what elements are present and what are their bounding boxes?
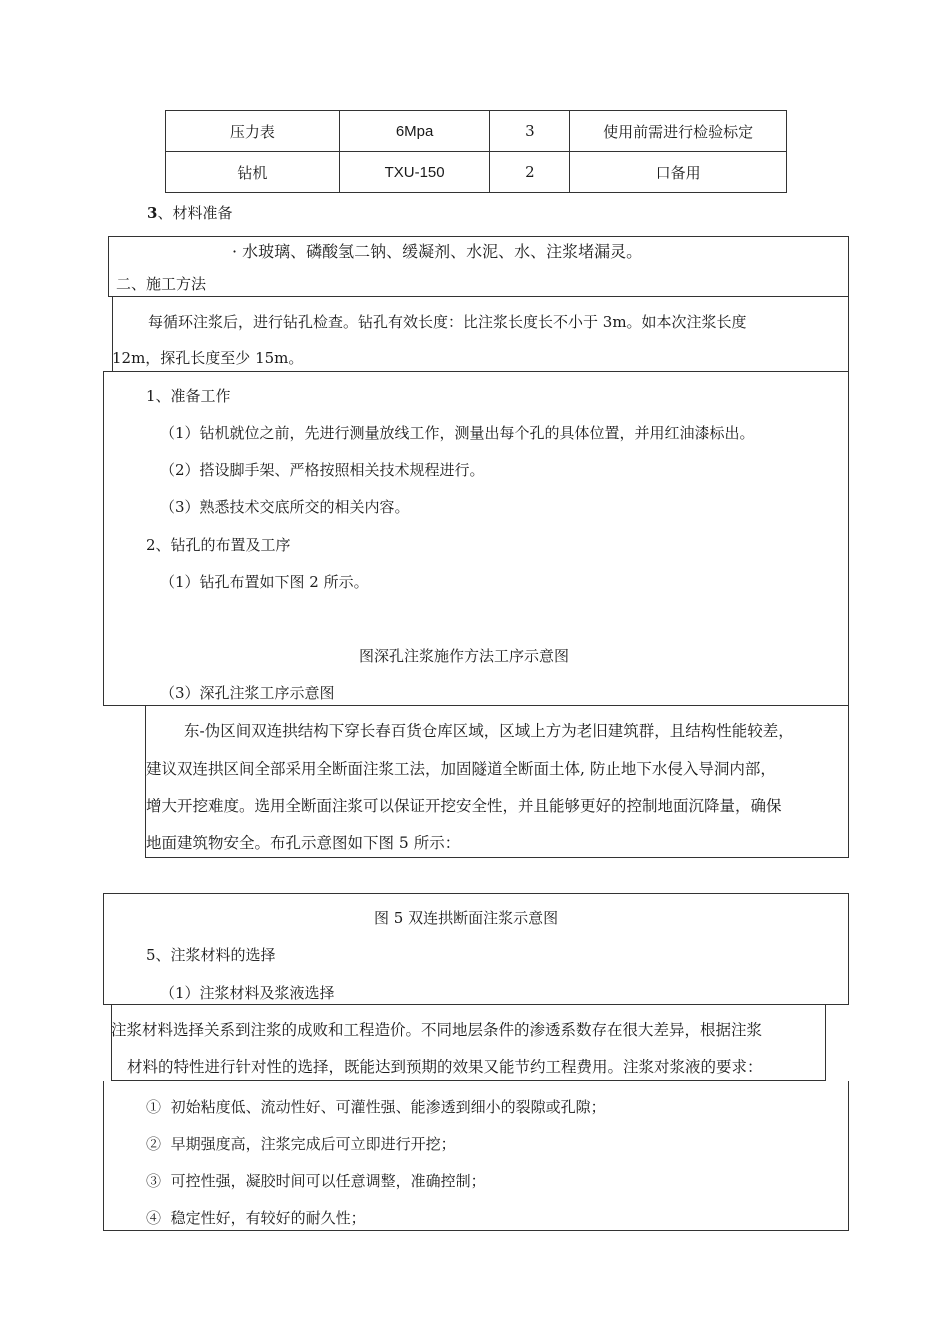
section-5-heading: 5、注浆材料的选择	[146, 946, 276, 964]
prep-item-3: （3）熟悉技术交底所交的相关内容。	[160, 498, 410, 516]
section-3-heading	[147, 203, 232, 223]
requirement-text: 可控性强，凝胶时间可以任意调整，准确控制；	[170, 1172, 486, 1190]
requirement-number: ①	[146, 1098, 162, 1116]
region-line-3: 增大开挖难度。选用全断面注浆可以保证开挖安全性，并且能够更好的控制地面沉降量，确保	[146, 797, 782, 815]
requirement-text: 初始粘度低、流动性好、可灌性强、能渗透到细小的裂隙或孔隙；	[170, 1098, 606, 1116]
drill-check-line-1: 每循环注浆后，进行钻孔检查。钻孔有效长度：比注浆长度长不小于 3m。如本次注浆长度	[148, 313, 747, 331]
table-cell: 使用前需进行检验标定	[570, 111, 787, 152]
requirement-number: ④	[146, 1209, 162, 1227]
prep-heading: 1、准备工作	[146, 387, 231, 405]
section-3-number: 3	[147, 204, 158, 222]
requirement-item	[146, 1208, 366, 1228]
section-5-item-1: （1）注浆材料及浆液选择	[160, 984, 335, 1002]
requirement-item	[146, 1097, 606, 1117]
requirement-number: ②	[146, 1135, 162, 1153]
table-cell: 压力表	[166, 111, 340, 152]
table-row	[166, 152, 787, 193]
drill-layout-heading: 2、钻孔的布置及工序	[146, 536, 291, 554]
drill-layout-item-1: （1）钻孔布置如下图 2 所示。	[160, 573, 369, 591]
table-cell: 3	[490, 111, 570, 152]
table-cell: 2	[490, 152, 570, 193]
region-line-1: 东-伪区间双连拱结构下穿长春百货仓库区域，区域上方为老旧建筑群，且结构性能较差，	[184, 722, 794, 740]
requirement-item	[146, 1171, 486, 1191]
table-cell: 口备用	[570, 152, 787, 193]
table-cell: 6Mpa	[339, 111, 490, 152]
equipment-table	[165, 110, 787, 193]
region-line-2: 建议双连拱区间全部采用全断面注浆工法，加固隧道全断面土体, 防止地下水侵入导洞内部，	[146, 760, 776, 778]
process-item-3: （3）深孔注浆工序示意图	[160, 684, 335, 702]
requirement-text: 稳定性好，有较好的耐久性；	[170, 1209, 366, 1227]
drill-check-line-2: 12m，探孔长度至少 15m。	[112, 349, 304, 367]
figure-caption-deep-grouting: 图深孔注浆施作方法工序示意图	[359, 647, 570, 665]
requirement-number: ③	[146, 1172, 162, 1190]
material-selection-line-2: 材料的特性进行针对性的选择，既能达到预期的效果又能节约工程费用。注浆对浆液的要求：	[127, 1058, 763, 1076]
requirement-item	[146, 1134, 456, 1154]
section-3-title: 、材料准备	[157, 204, 233, 222]
prep-item-1: （1）钻机就位之前，先进行测量放线工作，测量出每个孔的具体位置，并用红油漆标出。	[160, 424, 755, 442]
region-line-4: 地面建筑物安全。布孔示意图如下图 5 所示：	[146, 834, 461, 852]
table-row	[166, 111, 787, 152]
section-2-heading: 二、施工方法	[116, 275, 207, 293]
table-cell: 钻机	[166, 152, 340, 193]
table-cell: TXU-150	[339, 152, 490, 193]
figure-5-caption: 图 5 双连拱断面注浆示意图	[374, 909, 559, 927]
requirement-text: 早期强度高，注浆完成后可立即进行开挖；	[170, 1135, 456, 1153]
materials-list: · 水玻璃、磷酸氢二钠、缓凝剂、水泥、水、注浆堵漏灵。	[232, 242, 643, 261]
prep-item-2: （2）搭设脚手架、严格按照相关技术规程进行。	[160, 461, 485, 479]
material-selection-line-1: 注浆材料选择关系到注浆的成败和工程造价。不同地层条件的渗透系数存在很大差异，根据注浆	[111, 1021, 763, 1039]
